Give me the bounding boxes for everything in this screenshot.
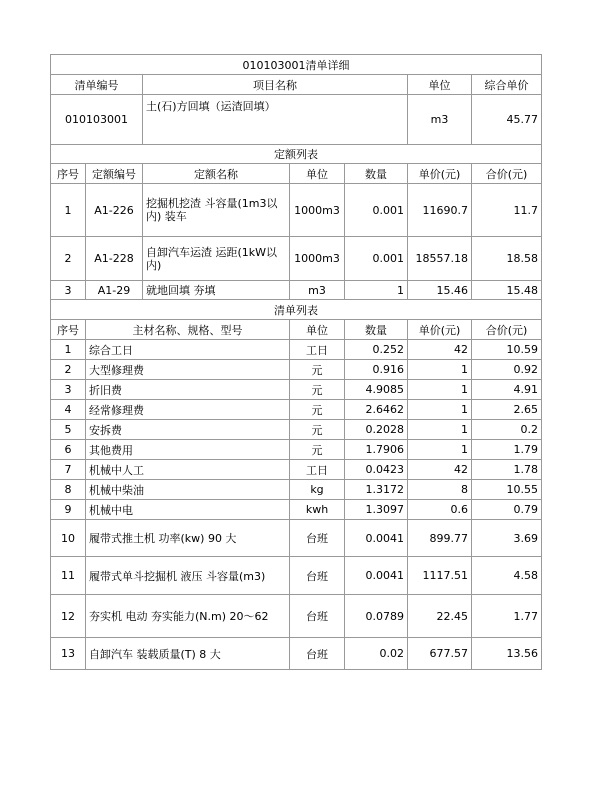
material-name: 履带式推土机 功率(kw) 90 大 [86,520,290,557]
material-row [51,520,542,557]
material-qty: 0.0041 [345,557,408,595]
material-seq: 2 [51,360,86,380]
material-seq: 6 [51,440,86,460]
material-qty: 0.0789 [345,595,408,638]
material-row [51,400,542,420]
material-price: 1 [408,360,472,380]
material-price-header: 单价(元) [408,320,472,340]
material-unit: 元 [290,360,345,380]
material-unit: kg [290,480,345,500]
material-total: 4.58 [472,557,542,595]
material-seq: 3 [51,380,86,400]
quota-name: 自卸汽车运渣 运距(1kW以内) [143,237,290,281]
material-section-row [51,300,542,320]
material-price: 0.6 [408,500,472,520]
material-seq: 13 [51,638,86,670]
material-name: 安拆费 [86,420,290,440]
material-row [51,340,542,360]
material-name: 机械中电 [86,500,290,520]
material-name: 机械中人工 [86,460,290,480]
material-price: 1 [408,380,472,400]
material-qty: 2.6462 [345,400,408,420]
material-row [51,638,542,670]
quota-row [51,237,542,281]
material-price: 899.77 [408,520,472,557]
material-unit: 台班 [290,638,345,670]
material-seq-header: 序号 [51,320,86,340]
material-qty-header: 数量 [345,320,408,340]
material-row [51,460,542,480]
material-qty: 0.916 [345,360,408,380]
quota-total-header: 合价(元) [472,164,542,184]
material-unit: 工日 [290,340,345,360]
material-row [51,440,542,460]
item-unit: m3 [408,95,472,145]
material-seq: 4 [51,400,86,420]
quota-seq-header: 序号 [51,164,86,184]
material-unit: 台班 [290,557,345,595]
quota-unit: 1000m3 [290,237,345,281]
material-name: 自卸汽车 装载质量(T) 8 大 [86,638,290,670]
material-seq: 5 [51,420,86,440]
material-total: 0.92 [472,360,542,380]
quota-price: 11690.7 [408,184,472,237]
material-name: 履带式单斗挖掘机 液压 斗容量(m3) [86,557,290,595]
quota-unit: 1000m3 [290,184,345,237]
material-unit: 元 [290,420,345,440]
quota-seq: 3 [51,281,86,300]
material-total: 0.79 [472,500,542,520]
material-price: 8 [408,480,472,500]
quota-qty: 1 [345,281,408,300]
material-qty: 0.0041 [345,520,408,557]
quota-total: 15.48 [472,281,542,300]
material-seq: 11 [51,557,86,595]
material-total: 1.79 [472,440,542,460]
item-header-row [51,75,542,95]
quota-unit-header: 单位 [290,164,345,184]
material-row [51,420,542,440]
material-total: 3.69 [472,520,542,557]
material-name: 经常修理费 [86,400,290,420]
quota-seq: 2 [51,237,86,281]
material-seq: 9 [51,500,86,520]
quota-qty-header: 数量 [345,164,408,184]
material-qty: 0.252 [345,340,408,360]
material-unit: 台班 [290,595,345,638]
material-seq: 7 [51,460,86,480]
material-unit: 元 [290,400,345,420]
material-price: 1 [408,420,472,440]
quota-row [51,184,542,237]
material-unit: 元 [290,380,345,400]
material-row [51,557,542,595]
material-total: 4.91 [472,380,542,400]
material-price: 42 [408,460,472,480]
item-name-header: 项目名称 [143,75,408,95]
material-row [51,595,542,638]
material-qty: 1.3172 [345,480,408,500]
material-qty: 4.9085 [345,380,408,400]
material-price: 1117.51 [408,557,472,595]
quota-name: 就地回填 夯填 [143,281,290,300]
material-unit: 元 [290,440,345,460]
material-total: 1.77 [472,595,542,638]
material-name-header: 主材名称、规格、型号 [86,320,290,340]
material-total: 2.65 [472,400,542,420]
quota-name: 挖掘机挖渣 斗容量(1m3以内) 装车 [143,184,290,237]
item-unit-header: 单位 [408,75,472,95]
material-seq: 8 [51,480,86,500]
material-price: 42 [408,340,472,360]
item-row [51,95,542,145]
material-row [51,500,542,520]
material-name: 折旧费 [86,380,290,400]
material-section-title: 清单列表 [51,300,542,320]
material-name: 夯实机 电动 夯实能力(N.m) 20～62 [86,595,290,638]
title-row [51,55,542,75]
quota-row [51,281,542,300]
quota-section-title: 定额列表 [51,145,542,164]
bill-detail-table [50,54,542,670]
table-title: 010103001清单详细 [51,55,542,75]
quota-seq: 1 [51,184,86,237]
material-total: 10.55 [472,480,542,500]
material-total: 1.78 [472,460,542,480]
quota-qty: 0.001 [345,184,408,237]
material-row [51,360,542,380]
material-qty: 0.2028 [345,420,408,440]
quota-code-header: 定额编号 [86,164,143,184]
quota-total: 18.58 [472,237,542,281]
material-unit-header: 单位 [290,320,345,340]
material-name: 其他费用 [86,440,290,460]
quota-price: 18557.18 [408,237,472,281]
item-code-header: 清单编号 [51,75,143,95]
material-price: 1 [408,400,472,420]
item-code: 010103001 [51,95,143,145]
quota-name-header: 定额名称 [143,164,290,184]
quota-code: A1-226 [86,184,143,237]
item-price-header: 综合单价 [472,75,542,95]
item-name: 土(石)方回填（运渣回填） [143,95,408,145]
material-name: 机械中柴油 [86,480,290,500]
quota-code: A1-29 [86,281,143,300]
material-seq: 12 [51,595,86,638]
material-list [51,340,542,670]
quota-unit: m3 [290,281,345,300]
quota-qty: 0.001 [345,237,408,281]
material-price: 677.57 [408,638,472,670]
material-row [51,480,542,500]
material-price: 1 [408,440,472,460]
quota-section-row [51,145,542,164]
material-header-row [51,320,542,340]
material-qty: 0.0423 [345,460,408,480]
material-name: 综合工日 [86,340,290,360]
material-price: 22.45 [408,595,472,638]
material-unit: 工日 [290,460,345,480]
material-total-header: 合价(元) [472,320,542,340]
material-name: 大型修理费 [86,360,290,380]
material-total: 13.56 [472,638,542,670]
quota-total: 11.7 [472,184,542,237]
quota-price-header: 单价(元) [408,164,472,184]
quota-header-row [51,164,542,184]
material-qty: 1.3097 [345,500,408,520]
material-total: 10.59 [472,340,542,360]
material-seq: 10 [51,520,86,557]
quota-price: 15.46 [408,281,472,300]
quota-code: A1-228 [86,237,143,281]
material-total: 0.2 [472,420,542,440]
material-qty: 0.02 [345,638,408,670]
material-qty: 1.7906 [345,440,408,460]
material-unit: kwh [290,500,345,520]
item-price: 45.77 [472,95,542,145]
material-seq: 1 [51,340,86,360]
material-row [51,380,542,400]
material-unit: 台班 [290,520,345,557]
